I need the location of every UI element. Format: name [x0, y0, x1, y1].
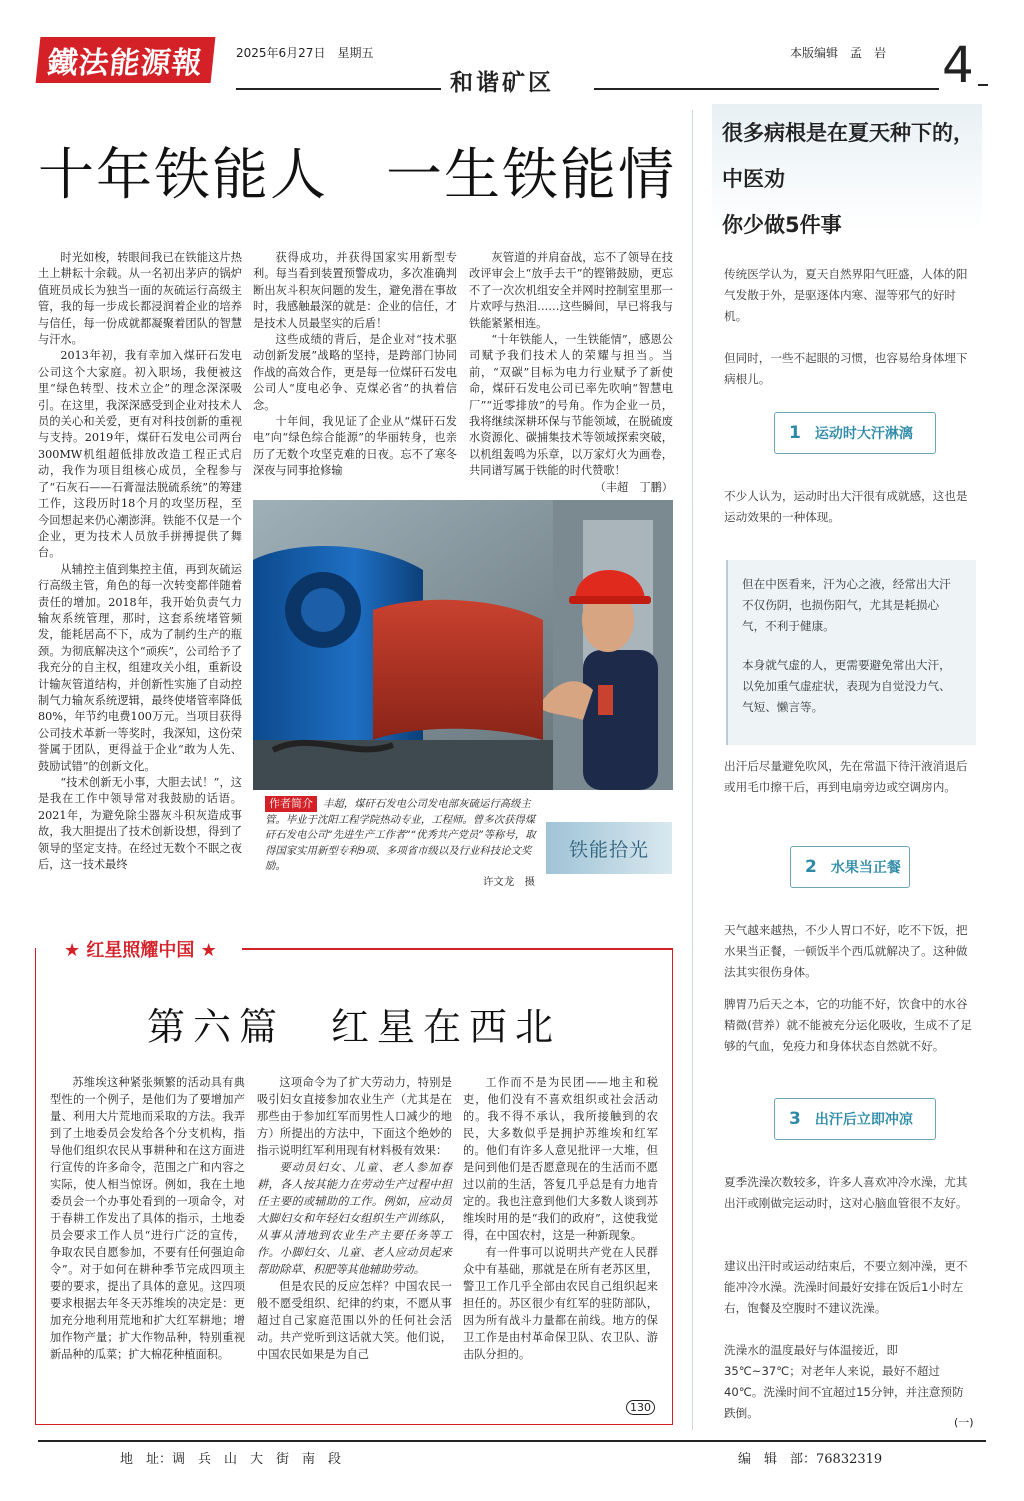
- health-headline: [722, 110, 990, 248]
- paragraph: 从辅控主值到集控主值，再到灰硫运行高级主管，角色的每一次转变都伴随着责任的增加。2018年，我开始负责气力输灰系统管理，那时，这套系统堵管频发，能耗居高不下，成为了制约生产的瓶颈。为彻底解决这个“顽疾”，公司给予了我充分的自主权，组建攻关小组，重新设计输灰管道结构，并创新性实施了自动控制气力输灰系统逻辑，最终使堵管率降低80%，年节约电费100万元。当项目获得公司技术革新一等奖时，我深知，这份荣誉属于团队，更得益于企业“敢为人先、鼓励试错”的创新文化。: [38, 562, 242, 773]
- main-article-col1: [38, 250, 242, 873]
- health-headline-line2: 你少做5件事: [722, 213, 842, 237]
- tip2-heading: 2 水果当正餐: [790, 846, 910, 888]
- page-editor: 本版编辑 孟 岩: [790, 46, 887, 60]
- paragraph: “十年铁能人，一生铁能情”，感恩公司赋予我们技术人的荣耀与担当。当前，“双碳”目标为电力行业赋予了新使命，煤矸石发电公司已率先吹响“智慧电厂”“近零排放”的号角。作为企业一员，我将继续深耕环保与节能领域，在脱硫废水资源化、碳捕集技术等领域探索突破，以机组轰鸣为乐章，以万家灯火为画卷，共同谱写属于铁能的时代赞歌！: [469, 333, 673, 478]
- footer-address: 地 址：调 兵 山 大 街 南 段: [120, 1452, 342, 1467]
- tip1-callout: [726, 560, 976, 745]
- footer-editorial-phone: 编 辑 部：76832319: [738, 1452, 883, 1467]
- red-star-col1: [50, 1074, 245, 1363]
- section-title: 和谐矿区: [450, 70, 554, 96]
- red-star-banner: ★ 红星照耀中国 ★: [58, 936, 223, 962]
- tip1-paragraph: 不少人认为，运动时出大汗很有成就感，这也是运动效果的一种体现。: [724, 489, 968, 524]
- callout-text: 本身就气虚的人，更需要避免常出大汗，以免加重气虚症状，表现为自觉没力气、气短、懒言等。: [742, 658, 951, 714]
- callout-text: 但在中医看来，汗为心之液，经常出大汗不仅伤阴，也损伤阳气，尤其是耗损心气，不利于健康。: [742, 577, 951, 633]
- paragraph: 2013年初，我有幸加入煤矸石发电公司这个大家庭。初入职场，我便被这里“绿色转型、技术立企”的理念深深吸引。在这里，我深深感受到企业对技术人员的关心和关爱，更有对科技创新的重视与支持。2019年，煤矸石发电公司两台300MW机组超低排放改造工程正式启动，我作为项目组核心成员，全程参与了“石灰石——石膏湿法脱硫系统”的筹建工作，这段历时18个月的攻坚历程，至今回想起来仍心潮澎湃。铁能不仅是一个企业，更为技术人员放手拼搏提供了舞台。: [38, 349, 242, 560]
- issue-date: 2025年6月27日 星期五: [236, 46, 374, 60]
- red-star-col2: [257, 1074, 452, 1363]
- paragraph: 获得成功，并获得国家实用新型专利。每当看到装置预警成功，多次准确判断出灰斗积灰问题的发生，避免潜在事故时，我感触最深的就是：企业的信任，才是技术人员最坚实的后盾！: [253, 251, 457, 330]
- author-bio-box: [265, 796, 541, 891]
- tip1-heading: 1 运动时大汗淋漓: [774, 412, 936, 454]
- continued-mark: (一): [954, 1416, 974, 1429]
- author-bio-label: 作者简介: [265, 796, 317, 812]
- paragraph: 这项命令为了扩大劳动力，特别是吸引妇女直接参加农业生产（尤其是在那些由于参加红军而男性人口减少的地方）所提出的方法中，下面这个绝妙的指示说明红军利用现有材料极有效果：: [257, 1076, 452, 1157]
- quoted-order: 要动员妇女、儿童、老人参加春耕，各人按其能力在劳动生产过程中担任主要的或辅助的工作。例如，应动员大脚妇女和年轻妇女组织生产训练队，从事从清地到农业生产主要任务等工作。小脚妇女、儿童、老人应动员起来帮助除草、积肥等其他辅助劳动。: [257, 1161, 452, 1276]
- page-number: 4: [942, 36, 974, 94]
- worker-photo: [253, 500, 673, 790]
- paragraph: 十年间，我见证了企业从“煤矸石发电”向“绿色综合能源”的华丽转身，也亲历了无数个攻坚克难的日夜。忘不了寒冬深夜与同事抢修输: [253, 415, 457, 478]
- masthead-rule-left: [236, 88, 441, 90]
- paragraph: 灰管道的并肩奋战，忘不了领导在技改评审会上“放手去干”的铿锵鼓励，更忘不了一次次机组安全并网时控制室里那一片欢呼与热泪……这些瞬间，早已将我与铁能紧紧相连。: [469, 251, 673, 330]
- tip2-paragraph-2: 脾胃乃后天之本，它的功能不好，饮食中的水谷精微(营养）就不能被充分运化吸收，生成不了足够的气血，免疫力和身体状态自然就不好。: [724, 997, 972, 1053]
- health-column-divider: [692, 110, 693, 1430]
- serial-page-ref: 130: [626, 1400, 655, 1415]
- paragraph: 有一件事可以说明共产党在人民群众中有基础，那就是在所有老苏区里，警卫工作几乎全部由农民自己组织起来担任的。苏区很少有红军的驻防部队，因为所有战斗力量都在前线。地方的保卫工作是由村革命保卫队、农卫队、游击队分担的。: [463, 1246, 658, 1361]
- paragraph: “技术创新无小事，大胆去试！”，这是我在工作中领导常对我鼓励的话语。2021年，为避免除尘器灰斗积灰造成事故，我大胆提出了技术创新设想，得到了领导的坚定支持。在经过无数个不眠之夜后，这一技术最终: [38, 776, 242, 872]
- tip3-paragraph-3: 洗澡水的温度最好与体温接近，即35℃~37℃；对老年人来说，最好不超过40℃。洗澡时间不宜超过15分钟，并注意预防跌倒。: [724, 1343, 964, 1420]
- photo-credit: 许文龙 摄: [483, 875, 535, 888]
- health-headline-line1: 很多病根是在夏天种下的，中医劝: [722, 121, 974, 191]
- tip3-paragraph-2: 建议出汗时或运动结束后，不要立刻冲澡，更不能冲冷水澡。洗澡时间最好安排在饭后1小时左右，饱餐及空腹时不建议洗澡。: [724, 1259, 968, 1315]
- tip1-paragraph-2: 出汗后尽量避免吹风，先在常温下待汗液消退后或用毛巾擦干后，再到电扇旁边或空调房内。: [724, 759, 968, 794]
- page-number-tick: [978, 84, 988, 86]
- paragraph: 苏维埃这种紧张频繁的活动具有典型性的一个例子，是他们为了要增加产量、利用大片荒地而采取的方法。我弄到了土地委员会发给各个分支机构，指导他们组织农民从事耕种和在这方面进行宣传的许多命令，范围之广和内容之实际，使人相当惊讶。例如，我在土地委员会一个办事处看到的一项命令，对于春耕工作发出了具体的指示，土地委员会要求工作人员“进行广泛的宣传，争取农民自愿参加，不要有任何强迫命令”。对于如何在耕种季节完成四项主要的要求，提出了具体的意见。这四项要求根据去年冬天苏维埃的决定是：更加充分地利用荒地和扩大红军耕地；增加作物产量；扩大作物品种，特别重视新品种的瓜菜；扩大棉花种植面积。: [50, 1076, 245, 1361]
- paragraph: 时光如梭，转眼间我已在铁能这片热土上耕耘十余载。从一名初出茅庐的锅炉值班员成长为独当一面的灰硫运行高级主管，我的每一步成长都浸润着企业的培养与信任，每一份成就都凝聚着团队的智慧与汗水。: [38, 251, 242, 347]
- masthead-rule-right: [594, 88, 939, 90]
- paragraph: 传统医学认为，夏天自然界阳气旺盛，人体的阳气发散于外，是驱逐体内寒、湿等邪气的好时机。: [724, 267, 968, 323]
- column-label: 铁能拾光: [546, 822, 672, 874]
- paragraph: 这些成绩的背后，是企业对“技术驱动创新发展”战略的坚持，是跨部门协同作战的高效合作，更是每一位煤矸石发电公司人“度电必争、克煤必省”的执着信念。: [253, 333, 457, 412]
- paragraph: 工作而不是为民团——地主和税吏，他们没有不喜欢组织或社会活动的。我不得不承认，我所接触到的农民，大多数似乎是拥护苏维埃和红军的。他们有许多人意见批评一大堆，但是问到他们是否愿意现在的生活而不愿过以前的生活，答复几乎总是有力地肯定的。我也注意到他们大多数人谈到苏维埃时用的是“我们的政府”，这使我觉得，在中国农村，这是一种新现象。: [463, 1076, 658, 1242]
- health-body: [724, 264, 974, 390]
- newspaper-logo: 鐵法能源報: [36, 37, 216, 83]
- main-headline: 十年铁能人 一生铁能情: [38, 143, 676, 208]
- main-article-col3: [469, 250, 673, 496]
- author-bio-text: 丰超，煤矸石发电公司发电部灰硫运行高级主管。毕业于沈阳工程学院热动专业，工程师。曾多次获得煤矸石发电公司“先进生产工作者”“优秀共产党员”等称号，取得国家实用新型专利9项、多项省市级以及行业科技论文奖励。: [265, 798, 536, 873]
- tip3-heading: 3 出汗后立即冲凉: [774, 1098, 936, 1140]
- byline: （丰超 丁鹏）: [594, 480, 673, 494]
- red-star-col3: [463, 1074, 658, 1363]
- red-star-title: 第六篇 红星在西北: [146, 1005, 561, 1049]
- red-star-top-rule: [242, 948, 672, 950]
- tip3-paragraph: 夏季洗澡次数较多，许多人喜欢冲冷水澡，尤其出汗或刚做完运动时，这对心脑血管很不友好。: [724, 1175, 968, 1210]
- tip2-paragraph: 天气越来越热，不少人胃口不好，吃不下饭，把水果当正餐，一顿饭半个西瓜就解决了。这种做法其实很伤身体。: [724, 923, 968, 979]
- footer-rule: [38, 1440, 986, 1442]
- paragraph: 但同时，一些不起眼的习惯，也容易给身体埋下病根儿。: [724, 351, 968, 386]
- paragraph: 但是农民的反应怎样？中国农民一般不愿受组织、纪律的约束，不愿从事超过自己家庭范围以外的任何社会活动。共产党听到这话就大笑。他们说，中国农民如果是为自己: [257, 1280, 452, 1361]
- main-article-col2: [253, 250, 457, 480]
